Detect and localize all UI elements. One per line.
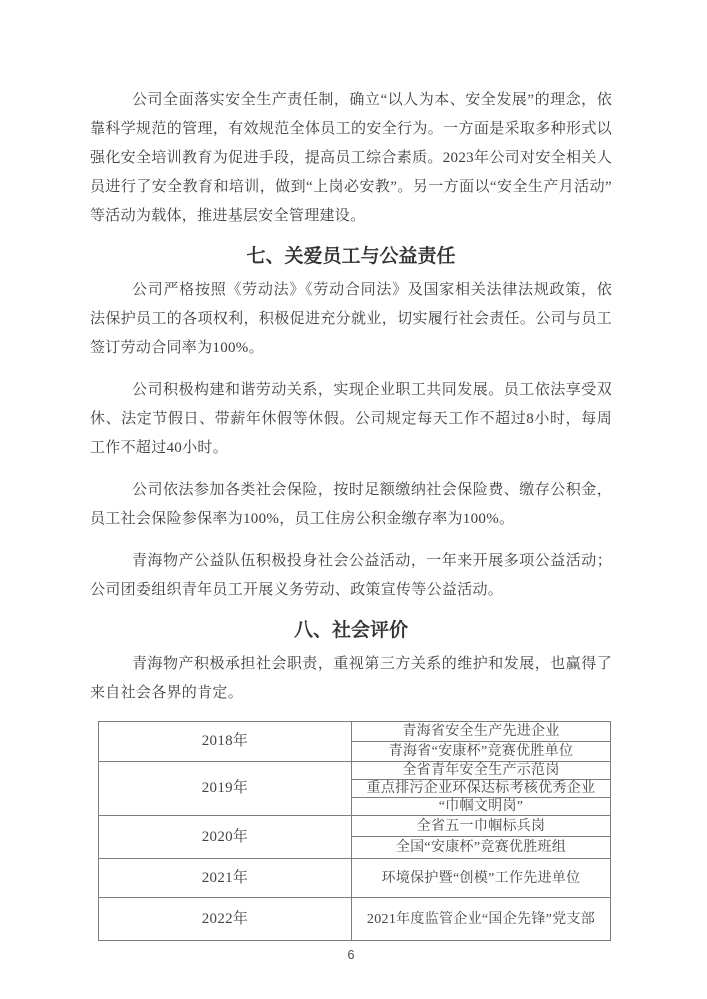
- year-cell-2020: 2020年: [99, 816, 352, 859]
- section-heading-employee-care: 七、关爱员工与公益责任: [246, 246, 456, 267]
- paragraph-safety-responsibility: 公司全面落实安全生产责任制，确立“以人为本、安全发展”的理念，依靠科学规范的管理，有效规范全体员工的安全行为。一方面是采取多种形式以强化安全培训教育为促进手段，提高员工综合素质。2023年公司对安全相关人员进行了安全教育和培训，做到“上岗必安教”。另一方面以“安全生产月活动”等活动为载体，推进基层安全管理建设。: [90, 92, 612, 224]
- honor-cell: 全省青年安全生产示范岗: [352, 762, 611, 780]
- awards-table: [98, 721, 611, 941]
- year-cell-2019: 2019年: [99, 762, 352, 816]
- honor-cell: 青海省安全生产先进企业: [352, 722, 611, 742]
- year-cell-2021: 2021年: [99, 859, 352, 898]
- paragraph-public-welfare: 青海物产公益队伍积极投身社会公益活动，一年来开展多项公益活动；公司团委组织青年员工开展义务劳动、政策宣传等公益活动。: [90, 553, 612, 598]
- paragraph-social-evaluation: 青海物产积极承担社会职责，重视第三方关系的维护和发展，也赢得了来自社会各界的肯定。: [90, 656, 612, 701]
- honor-cell: 重点排污企业环保达标考核优秀企业: [352, 780, 611, 798]
- year-cell-2022: 2022年: [99, 898, 352, 941]
- table-row: [99, 898, 611, 941]
- paragraph-labor-law: 公司严格按照《劳动法》《劳动合同法》及国家相关法律法规政策，依法保护员工的各项权利，积极促进充分就业，切实履行社会责任。公司与员工签订劳动合同率为100%。: [90, 282, 612, 356]
- honor-cell: 环境保护暨“创模”工作先进单位: [352, 859, 611, 898]
- table-row: [99, 722, 611, 742]
- honor-cell: 2021年度监管企业“国企先锋”党支部: [352, 898, 611, 941]
- paragraph-social-insurance: 公司依法参加各类社会保险，按时足额缴纳社会保险费、缴存公积金，员工社会保险参保率为100%，员工住房公积金缴存率为100%。: [90, 482, 612, 527]
- section-heading-social-evaluation: 八、社会评价: [293, 620, 408, 641]
- page-number: 6: [347, 948, 355, 962]
- paragraph-labor-relations: 公司积极构建和谐劳动关系，实现企业职工共同发展。员工依法享受双休、法定节假日、带薪年休假等休假。公司规定每天工作不超过8小时，每周工作不超过40小时。: [90, 382, 612, 456]
- honor-cell: “巾帼文明岗”: [352, 798, 611, 816]
- honor-cell: 青海省“安康杯”竞赛优胜单位: [352, 742, 611, 762]
- table-row: [99, 859, 611, 898]
- table-row: [99, 816, 611, 837]
- honor-cell: 全省五一巾帼标兵岗: [352, 816, 611, 837]
- honor-cell: 全国“安康杯”竞赛优胜班组: [352, 837, 611, 859]
- table-row: [99, 762, 611, 780]
- year-cell-2018: 2018年: [99, 722, 352, 762]
